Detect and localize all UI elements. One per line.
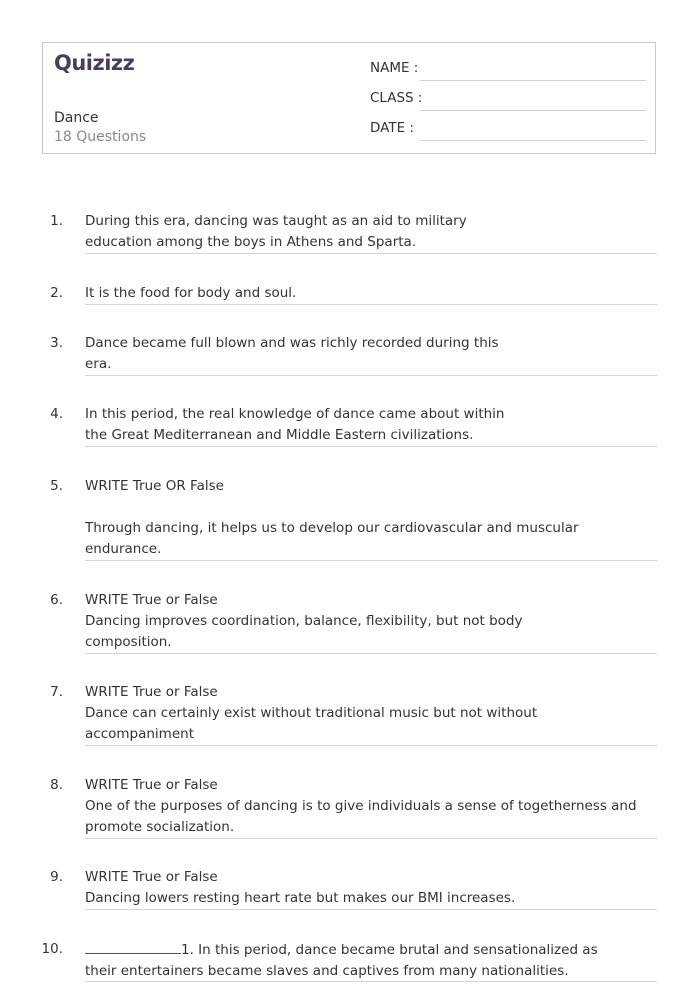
date-field[interactable] bbox=[370, 120, 646, 140]
answer-line[interactable] bbox=[85, 560, 657, 561]
date-label: DATE : bbox=[370, 120, 414, 136]
question-line-text: 1. In this period, dance became brutal and sensationalized as bbox=[181, 942, 598, 958]
question-text bbox=[85, 867, 625, 909]
question-line: Dancing lowers resting heart rate but makes our BMI increases. bbox=[85, 890, 516, 906]
name-label: NAME : bbox=[370, 60, 419, 76]
class-label: CLASS : bbox=[370, 90, 423, 106]
worksheet-header bbox=[42, 42, 656, 154]
question-number: 6. bbox=[50, 592, 63, 608]
answer-line[interactable] bbox=[85, 981, 657, 982]
question-line: During this era, dancing was taught as an aid to military bbox=[85, 213, 467, 229]
quizizz-logo: Quizizz bbox=[54, 51, 135, 75]
question-text bbox=[85, 682, 625, 745]
name-field[interactable] bbox=[370, 60, 646, 80]
class-line[interactable] bbox=[420, 110, 646, 111]
question-line: composition. bbox=[85, 634, 172, 650]
question-line: education among the boys in Athens and Sparta. bbox=[85, 234, 417, 250]
name-line[interactable] bbox=[420, 80, 646, 81]
answer-line[interactable] bbox=[85, 446, 657, 447]
question-text bbox=[85, 283, 625, 304]
fill-in-blank[interactable] bbox=[85, 939, 181, 954]
question-line: WRITE True or False bbox=[85, 592, 218, 608]
question-number: 2. bbox=[50, 285, 63, 301]
question-line: WRITE True or False bbox=[85, 777, 218, 793]
question-text bbox=[85, 404, 625, 446]
question-number: 1. bbox=[50, 213, 63, 229]
answer-line[interactable] bbox=[85, 375, 657, 376]
question-line: Dance can certainly exist without traditional music but not without bbox=[85, 705, 538, 721]
question-count: 18 Questions bbox=[54, 129, 147, 145]
answer-line[interactable] bbox=[85, 745, 657, 746]
question-number: 5. bbox=[50, 478, 63, 494]
question-line: Dance became full blown and was richly recorded during this bbox=[85, 335, 499, 351]
answer-line[interactable] bbox=[85, 253, 657, 254]
question-number: 4. bbox=[50, 406, 63, 422]
question-line: endurance. bbox=[85, 541, 162, 557]
question-number: 8. bbox=[50, 777, 63, 793]
question-line: WRITE True or False bbox=[85, 684, 218, 700]
answer-line[interactable] bbox=[85, 909, 657, 910]
question-line: era. bbox=[85, 356, 112, 372]
question-line: Dancing improves coordination, balance, flexibility, but not body bbox=[85, 613, 523, 629]
question-number: 3. bbox=[50, 335, 63, 351]
worksheet-title: Dance bbox=[54, 110, 99, 126]
question-line: WRITE True or False bbox=[85, 869, 218, 885]
question-line: It is the food for body and soul. bbox=[85, 285, 297, 301]
question-text bbox=[85, 476, 625, 560]
class-field[interactable] bbox=[370, 90, 646, 110]
question-line: accompaniment bbox=[85, 726, 194, 742]
question-line: In this period, the real knowledge of dance came about within bbox=[85, 406, 505, 422]
question-line: promote socialization. bbox=[85, 819, 235, 835]
question-text bbox=[85, 939, 657, 982]
question-text bbox=[85, 590, 625, 653]
question-line bbox=[85, 939, 657, 961]
question-text bbox=[85, 775, 657, 838]
answer-line[interactable] bbox=[85, 838, 657, 839]
question-text bbox=[85, 211, 625, 253]
question-number: 10. bbox=[41, 941, 63, 957]
answer-line[interactable] bbox=[85, 304, 657, 305]
question-number: 7. bbox=[50, 684, 63, 700]
question-number: 9. bbox=[50, 869, 63, 885]
question-line: Through dancing, it helps us to develop our cardiovascular and muscular bbox=[85, 520, 579, 536]
answer-line[interactable] bbox=[85, 653, 657, 654]
question-line: One of the purposes of dancing is to give individuals a sense of togetherness and bbox=[85, 798, 637, 814]
date-line[interactable] bbox=[420, 140, 646, 141]
question-line: WRITE True OR False bbox=[85, 478, 224, 494]
question-line: their entertainers became slaves and captives from many nationalities. bbox=[85, 963, 569, 979]
question-text bbox=[85, 333, 625, 375]
question-line: the Great Mediterranean and Middle Eastern civilizations. bbox=[85, 427, 474, 443]
